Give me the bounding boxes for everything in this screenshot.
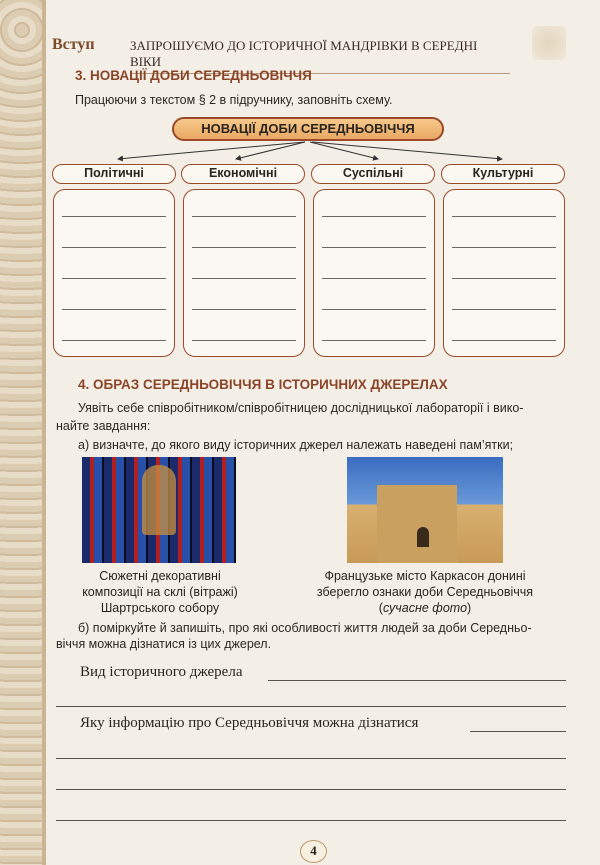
answer-line[interactable] xyxy=(56,820,566,821)
task3-heading: 3. НОВАЦІЇ ДОБИ СЕРЕДНЬОВІЧЧЯ xyxy=(75,68,312,83)
answer-box-social[interactable] xyxy=(313,189,435,357)
arrow-cultural xyxy=(312,142,502,159)
page-number: 4 xyxy=(300,840,327,863)
carcassonne-image xyxy=(347,457,503,563)
task4-part-a: а) визначте, до якого виду історичних джерел належать наведені пам’ятки; xyxy=(78,438,514,452)
stained-glass-image xyxy=(82,457,236,563)
answer-box-political[interactable] xyxy=(53,189,175,357)
arrow-political xyxy=(118,142,305,159)
category-political: Політичні xyxy=(52,164,176,184)
task4-part-b-line2: віччя можна дізнатися із цих джерел. xyxy=(56,637,272,651)
caption-line: збереглo ознаки доби Середньовіччя xyxy=(316,585,534,599)
category-social: Суспільні xyxy=(311,164,435,184)
task4-intro-line2: найте завдання: xyxy=(56,419,151,433)
section-label: Вступ xyxy=(52,36,95,53)
answer-box-cultural[interactable] xyxy=(443,189,565,357)
caption-line: композиції на склі (вітражі) xyxy=(82,585,238,599)
image2-caption xyxy=(310,568,540,616)
task4-part-b-line1: б) поміркуйте й запишіть, про які особливості життя людей за доби Середньо- xyxy=(78,621,532,635)
task3-instruction: Працюючи з текстом § 2 в підручнику, заповніть схему. xyxy=(75,93,393,107)
caption-note-text: сучасне фото xyxy=(382,601,468,615)
answer-line[interactable] xyxy=(56,758,566,759)
field1-label: Вид історичного джерела xyxy=(80,664,243,680)
answer-line[interactable] xyxy=(56,789,566,790)
scheme-title: НОВАЦІЇ ДОБИ СЕРЕДНЬОВІЧЧЯ xyxy=(172,117,444,141)
paren: ) xyxy=(467,601,472,615)
paren: ( xyxy=(378,601,383,615)
task4-intro-line1: Уявіть себе співробітником/співробітницею дослідницької лабораторії і вико- xyxy=(78,401,524,415)
answer-line[interactable] xyxy=(56,706,566,707)
category-cultural: Культурні xyxy=(441,164,565,184)
caption-line: Шартрського собору xyxy=(100,601,220,615)
caption-line: Сюжетні декоративні xyxy=(99,569,221,583)
field1-answer-line[interactable] xyxy=(268,680,566,681)
image1-caption xyxy=(60,568,260,616)
category-economic: Економічні xyxy=(181,164,305,184)
task4-heading: 4. ОБРАЗ СЕРЕДНЬОВІЧЧЯ В ІСТОРИЧНИХ ДЖЕРЕЛАХ xyxy=(78,377,448,392)
field2-label: Яку інформацію про Середньовіччя можна дізнатися xyxy=(80,715,419,731)
arrow-economic xyxy=(236,142,305,159)
answer-box-economic[interactable] xyxy=(183,189,305,357)
caption-note xyxy=(310,600,540,616)
running-title: ЗАПРОШУЄМО ДО ІСТОРИЧНОЇ МАНДРІВКИ В СЕРЕДНІ ВІКИ xyxy=(130,38,510,74)
field2-answer-line[interactable] xyxy=(470,731,566,732)
caption-line: Французьке місто Каркасон донині xyxy=(324,569,526,583)
